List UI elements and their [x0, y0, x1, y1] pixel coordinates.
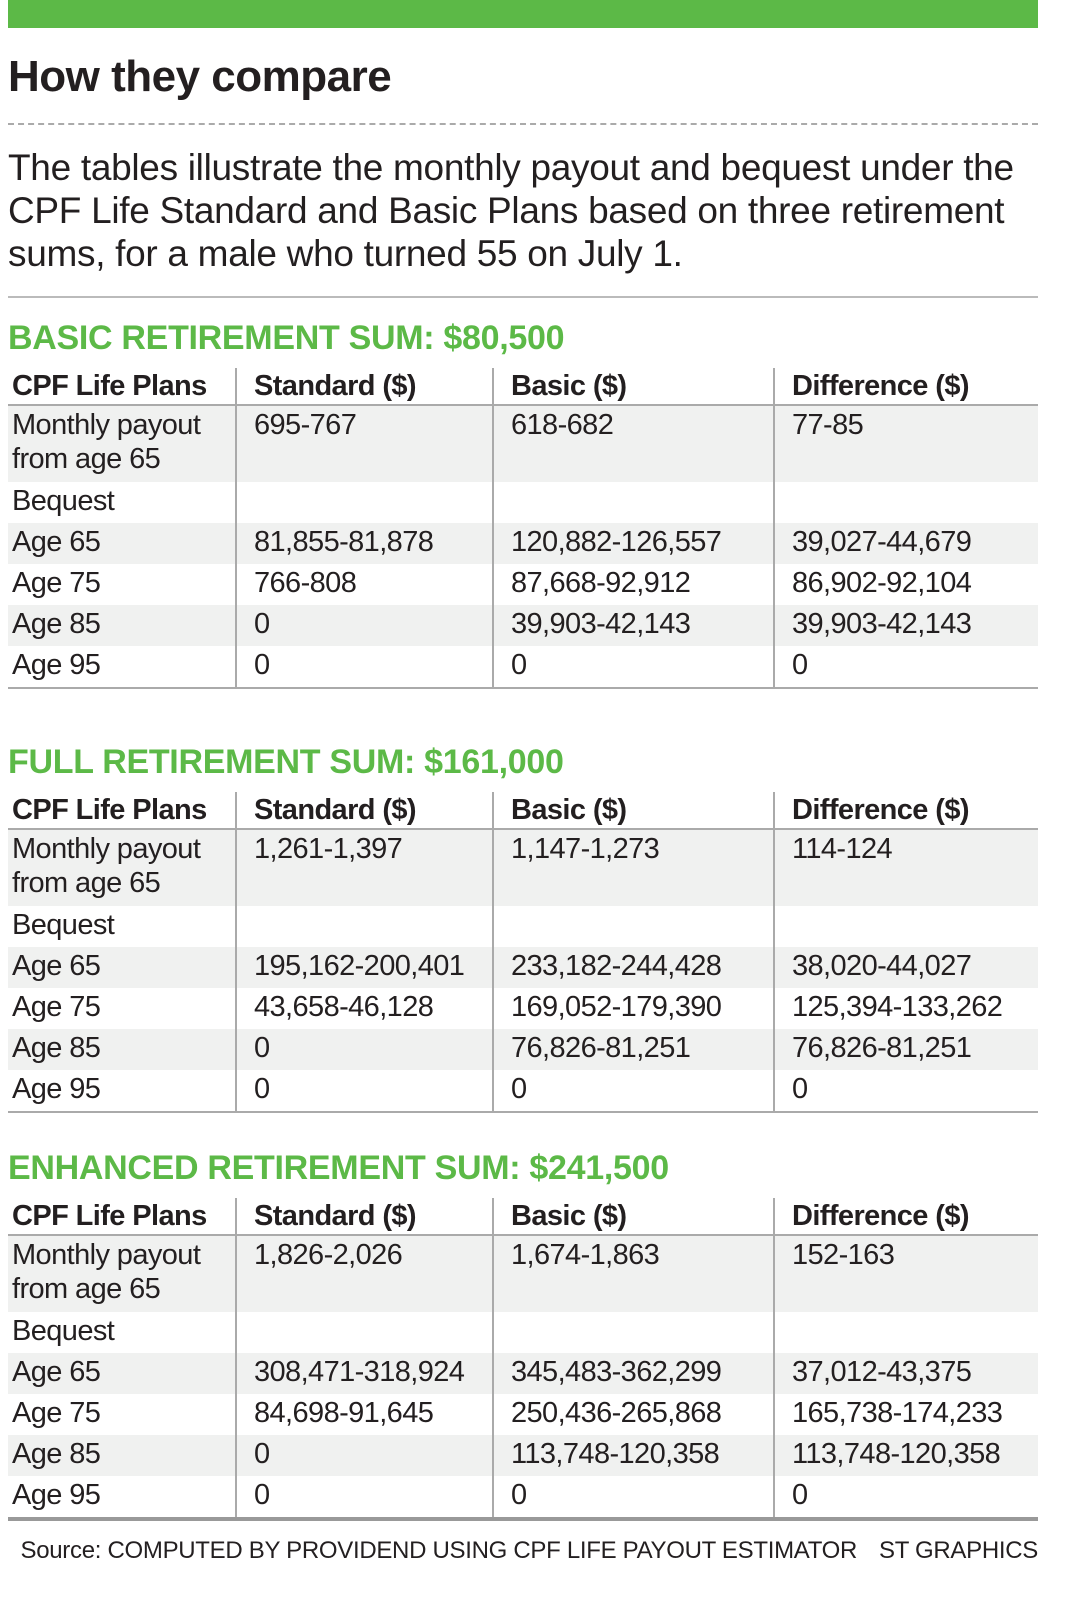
column-header: CPF Life Plans — [8, 368, 236, 405]
table-cell: 165,738-174,233 — [774, 1394, 1038, 1435]
table-cell — [236, 482, 493, 523]
table-cell: 76,826-81,251 — [774, 1029, 1038, 1070]
table-row — [8, 947, 1038, 988]
table-row — [8, 906, 1038, 947]
table-cell: 618-682 — [493, 405, 774, 482]
table-cell: 0 — [236, 1435, 493, 1476]
table-cell — [774, 482, 1038, 523]
row-label: Age 85 — [8, 1435, 236, 1476]
table-row — [8, 564, 1038, 605]
table-cell: 195,162-200,401 — [236, 947, 493, 988]
table-cell: 120,882-126,557 — [493, 523, 774, 564]
column-header: Standard ($) — [236, 368, 493, 405]
row-label: Age 75 — [12, 991, 101, 1023]
table-row — [8, 1235, 1038, 1312]
table-cell: 233,182-244,428 — [493, 947, 774, 988]
comparison-table — [8, 792, 1038, 1113]
table-cell: 250,436-265,868 — [493, 1394, 774, 1435]
table-cell: 345,483-362,299 — [493, 1353, 774, 1394]
column-header: Difference ($) — [774, 792, 1038, 829]
footer — [21, 1537, 1039, 1565]
table-cell: 0 — [236, 1070, 493, 1112]
column-header: Basic ($) — [493, 1198, 774, 1235]
table-row — [8, 1029, 1038, 1070]
table-cell: 0 — [236, 646, 493, 688]
retirement-sum-section — [8, 318, 1038, 689]
table-cell: 0 — [493, 1070, 774, 1112]
table-cell — [774, 906, 1038, 947]
table-row — [8, 1070, 1038, 1112]
row-label: Monthly payout from age 65 — [8, 405, 236, 482]
page-title: How they compare — [8, 52, 392, 101]
column-header: Difference ($) — [774, 368, 1038, 405]
table-cell: 43,658-46,128 — [236, 988, 493, 1029]
table-cell — [774, 1312, 1038, 1353]
table-cell — [493, 482, 774, 523]
table-cell: 1,826-2,026 — [236, 1235, 493, 1312]
intro-text: The tables illustrate the monthly payout and bequest under the CPF Life Standard and Basic Plans based on three retirement sums, for a male who turned 55 on July 1. — [8, 147, 1014, 274]
row-label: Age 75 — [12, 567, 101, 599]
table-cell: 0 — [774, 646, 1038, 688]
table-cell: 0 — [236, 1476, 493, 1519]
table-cell: 77-85 — [774, 405, 1038, 482]
row-label: Age 75 — [12, 1397, 101, 1429]
table-row — [8, 646, 1038, 688]
column-header: Standard ($) — [236, 792, 493, 829]
table-row — [8, 1394, 1038, 1435]
table-row — [8, 1312, 1038, 1353]
top-accent-bar — [8, 0, 1038, 28]
table-row — [8, 1476, 1038, 1519]
column-header: Difference ($) — [774, 1198, 1038, 1235]
table-header-row — [8, 368, 1038, 405]
dashed-divider — [8, 123, 1038, 125]
table-cell: 81,855-81,878 — [236, 523, 493, 564]
table-cell: 86,902-92,104 — [774, 564, 1038, 605]
table-cell: 0 — [493, 1476, 774, 1519]
table-row — [8, 1353, 1038, 1394]
row-label: Monthly payout from age 65 — [8, 1235, 236, 1312]
column-header: Basic ($) — [493, 792, 774, 829]
column-header: CPF Life Plans — [8, 792, 236, 829]
table-cell: 1,261-1,397 — [236, 829, 493, 906]
row-label: Age 85 — [8, 605, 236, 646]
column-header: CPF Life Plans — [8, 1198, 236, 1235]
table-cell: 169,052-179,390 — [493, 988, 774, 1029]
table-row — [8, 829, 1038, 906]
row-label: Age 95 — [12, 649, 101, 681]
table-cell: 1,674-1,863 — [493, 1235, 774, 1312]
row-label: Monthly payout from age 65 — [8, 829, 236, 906]
table-cell — [493, 1312, 774, 1353]
table-cell: 39,903-42,143 — [774, 605, 1038, 646]
section-heading: BASIC RETIREMENT SUM: $80,500 — [8, 319, 565, 357]
table-cell: 76,826-81,251 — [493, 1029, 774, 1070]
row-label: Age 95 — [12, 1479, 101, 1511]
table-cell: 39,027-44,679 — [774, 523, 1038, 564]
row-label: Age 65 — [8, 1353, 236, 1394]
row-label: Age 95 — [12, 1073, 101, 1105]
table-header-row — [8, 792, 1038, 829]
table-cell: 0 — [236, 1029, 493, 1070]
table-cell: 152-163 — [774, 1235, 1038, 1312]
table-cell: 114-124 — [774, 829, 1038, 906]
section-heading: ENHANCED RETIREMENT SUM: $241,500 — [8, 1149, 669, 1187]
table-row — [8, 523, 1038, 564]
table-row — [8, 405, 1038, 482]
divider — [8, 296, 1038, 298]
table-cell: 0 — [774, 1476, 1038, 1519]
table-cell — [493, 906, 774, 947]
column-header: Standard ($) — [236, 1198, 493, 1235]
table-cell: 308,471-318,924 — [236, 1353, 493, 1394]
row-label: Bequest — [12, 909, 115, 941]
table-cell: 38,020-44,027 — [774, 947, 1038, 988]
table-cell: 766-808 — [236, 564, 493, 605]
table-cell: 113,748-120,358 — [493, 1435, 774, 1476]
row-label: Age 65 — [8, 523, 236, 564]
table-cell: 695-767 — [236, 405, 493, 482]
table-cell: 0 — [774, 1070, 1038, 1112]
table-cell — [236, 906, 493, 947]
table-cell: 39,903-42,143 — [493, 605, 774, 646]
table-cell: 113,748-120,358 — [774, 1435, 1038, 1476]
table-row — [8, 1435, 1038, 1476]
source-note: Source: COMPUTED BY PROVIDEND USING CPF LIFE PAYOUT ESTIMATOR — [20, 1537, 858, 1564]
credit: ST GRAPHICS — [879, 1537, 1038, 1564]
comparison-table — [8, 368, 1038, 689]
comparison-table — [8, 1198, 1038, 1521]
row-label: Bequest — [12, 1315, 115, 1347]
table-cell: 1,147-1,273 — [493, 829, 774, 906]
section-heading: FULL RETIREMENT SUM: $161,000 — [8, 743, 564, 781]
table-row — [8, 988, 1038, 1029]
column-header: Basic ($) — [493, 368, 774, 405]
row-label: Age 85 — [8, 1029, 236, 1070]
table-cell: 87,668-92,912 — [493, 564, 774, 605]
table-header-row — [8, 1198, 1038, 1235]
row-label: Age 65 — [8, 947, 236, 988]
row-label: Bequest — [12, 485, 115, 517]
table-row — [8, 482, 1038, 523]
table-cell: 37,012-43,375 — [774, 1353, 1038, 1394]
table-cell — [236, 1312, 493, 1353]
retirement-sum-section — [8, 742, 1038, 1113]
table-cell: 84,698-91,645 — [236, 1394, 493, 1435]
table-cell: 125,394-133,262 — [774, 988, 1038, 1029]
table-cell: 0 — [236, 605, 493, 646]
retirement-sum-section — [8, 1148, 1038, 1521]
table-row — [8, 605, 1038, 646]
table-cell: 0 — [493, 646, 774, 688]
